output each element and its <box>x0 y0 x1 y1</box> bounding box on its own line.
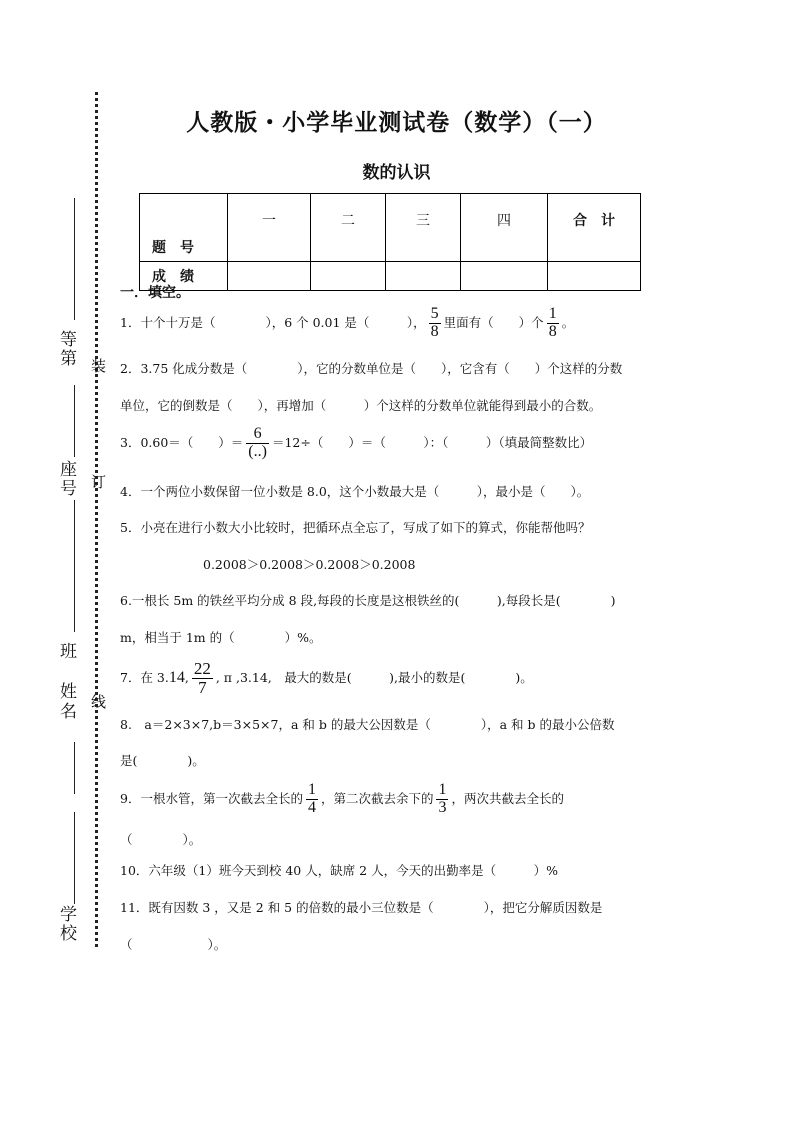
fraction-1-8: $\frac{1}{8}$ <box>548 305 557 340</box>
binding-dotted-line <box>95 92 98 947</box>
fraction-6-blank: $\frac{6}{(..)}$ <box>248 425 267 460</box>
question-7: 7．在 3.14, $\frac{22}{7}$ , π ,3.14, 最大的数是( ),最小的数是( )。 <box>120 659 533 697</box>
score-cell-2[interactable] <box>311 262 386 291</box>
question-6-line-1: 6.一根长 5m 的铁丝平均分成 8 段,每段的长度是这根铁丝的( ),每段长是( ) <box>120 593 616 608</box>
fraction-22-7: $\frac{22}{7}$ <box>193 659 211 697</box>
row-label-score: 成 绩 <box>140 262 228 291</box>
question-1: 1．十个十万是（ ），6 个 0.01 是（ ）， $\frac{5}{8}$ 里面有（ ）个 $\frac{1}{8}$ 。 <box>120 305 575 340</box>
page-title: 人教版・小学毕业测试卷（数学）（一） <box>186 110 607 136</box>
field-class-name: 班 姓名 <box>56 642 76 722</box>
score-cell-1[interactable] <box>228 262 311 291</box>
question-6-line-2: m，相当于 1m 的（ ）%。 <box>120 630 322 645</box>
col-header-4: 四 <box>461 194 548 262</box>
score-cell-total[interactable] <box>548 262 641 291</box>
question-9-line-2: （ ）。 <box>120 832 202 847</box>
question-11-line-2: （ ）。 <box>120 937 227 952</box>
col-header-1: 一 <box>228 194 311 262</box>
col-header-total: 合 计 <box>548 194 641 262</box>
school-line <box>74 812 75 904</box>
fraction-1-4: $\frac{1}{4}$ <box>307 781 316 816</box>
question-5-line-1: 5．小亮在进行小数大小比较时，把循环点全忘了，写成了如下的算式，你能帮他吗？ <box>120 520 591 535</box>
repeating-decimal-14: 14 <box>168 668 185 686</box>
fraction-1-3: $\frac{1}{3}$ <box>438 781 447 816</box>
seat-line <box>74 385 75 457</box>
question-4: 4．一个两位小数保留一位小数是 8.0，这个小数最大是（ ），最小是（ ）。 <box>120 484 590 499</box>
field-rank: 等第 <box>56 330 76 368</box>
page-subtitle: 数的认识 <box>362 163 431 183</box>
question-8-line-2: 是( )。 <box>120 753 205 768</box>
score-table <box>139 193 641 291</box>
question-5-line-2: 0.2008＞0.2008＞0.2008＞0.2008 <box>203 557 416 572</box>
binding-xian: 线 <box>89 694 107 709</box>
class-line-2 <box>74 742 75 794</box>
col-header-3: 三 <box>386 194 461 262</box>
question-11-line-1: 11．既有因数 3 ，又是 2 和 5 的倍数的最小三位数是（ ），把它分解质因数是 <box>120 900 603 915</box>
row-label-number: 题 号 <box>140 194 228 262</box>
question-9: 9．一根水管，第一次截去全长的 $\frac{1}{4}$ ，第二次截去余下的 $\frac{1}{3}$ ，两次共截去全长的 <box>120 781 564 816</box>
score-cell-3[interactable] <box>386 262 461 291</box>
binding-ding: 订 <box>89 474 107 489</box>
fraction-5-8: $\frac{5}{8}$ <box>430 305 439 340</box>
rank-line <box>74 198 75 320</box>
question-8-line-1: 8. a＝2×3×7,b＝3×5×7，a 和 b 的最大公因数是（ ），a 和 b 的最小公倍数 <box>120 717 615 732</box>
question-10: 10．六年级（1）班今天到校 40 人，缺席 2 人，今天的出勤率是（ ）% <box>120 863 558 878</box>
question-3: 3．0.60＝（ ）＝ $\frac{6}{(..)}$ ＝12÷（ ）＝（ ）：（ ）（填最简整数比） <box>120 425 593 460</box>
col-header-2: 二 <box>311 194 386 262</box>
field-seat: 座号 <box>56 460 76 498</box>
binding-zhuang: 装 <box>89 358 107 373</box>
section-heading: 一．填空。 <box>120 285 190 301</box>
score-cell-4[interactable] <box>461 262 548 291</box>
class-name-line <box>74 500 75 632</box>
question-2-line-2: 单位，它的倒数是（ ），再增加（ ）个这样的分数单位就能得到最小的合数。 <box>120 398 602 413</box>
field-school: 学校 <box>56 905 76 943</box>
question-2-line-1: 2．3.75 化成分数是（ ），它的分数单位是（ ），它含有（ ）个这样的分数 <box>120 361 623 376</box>
